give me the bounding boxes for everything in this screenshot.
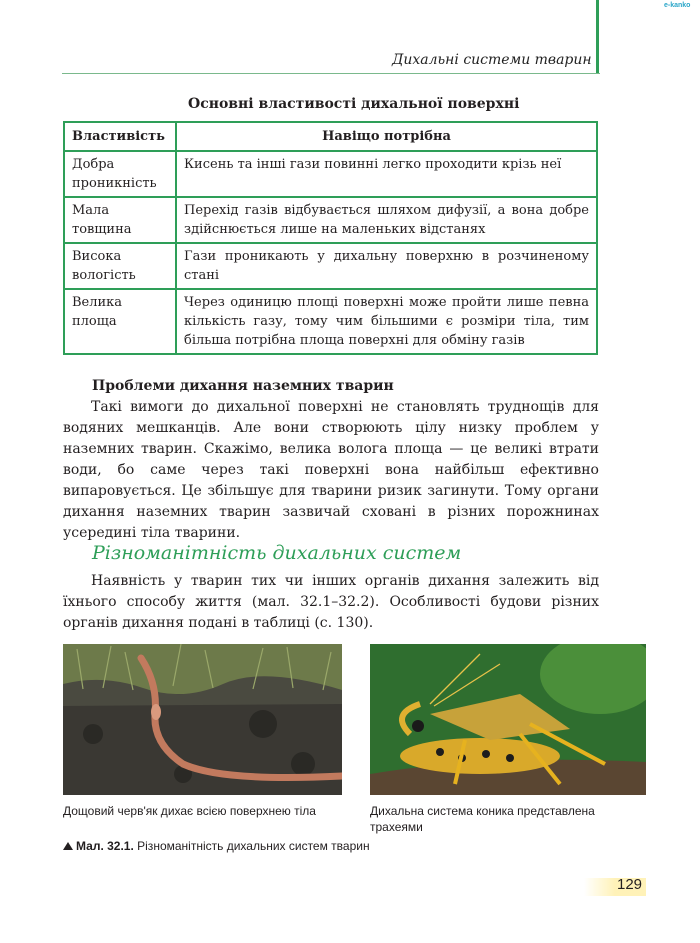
figure-label: Мал. 32.1. — [76, 839, 134, 853]
page-number: 129 — [617, 876, 643, 893]
figure-title: Різноманітність дихальних систем тварин — [137, 839, 370, 853]
grasshopper-illustration — [370, 644, 646, 795]
body-paragraph: Такі вимоги до дихальної поверхні не становлять труднощів для водяних мешканців. Але вони створюють цілу низку проблем у наземних тварин. Скажімо, велика волога площа — це великі втрати води, бо саме через такі поверхні вона найбільш ефективно випаровується. Це збільшує для тварини ризик загинути. Тому органи дихання наземних тварин зазвичай сховані в різних порожнинах усередині тіла тварини. — [63, 399, 599, 541]
table-cell-purpose: Через одиницю площі поверхні може пройти лише певна кількість газу, тому чим більшими є розміри тіла, тим більша потрібна площа поверхні для обміну газів — [176, 289, 597, 354]
publisher-logo: e-kanko — [664, 2, 691, 9]
table-row — [64, 197, 597, 243]
properties-table — [63, 121, 598, 355]
figure-caption — [63, 839, 370, 853]
subheading: Проблеми дихання наземних тварин — [92, 378, 394, 394]
table-cell-purpose: Кисень та інші гази повинні легко проходити крізь неї — [176, 151, 597, 197]
table-row — [64, 151, 597, 197]
table-cell-property: Велика площа — [64, 289, 176, 354]
table-cell-purpose: Гази проникають у дихальну поверхню в розчиненому стані — [176, 243, 597, 289]
photo-caption-earthworm: Дощовий черв'як дихає всією поверхнею тіла — [63, 804, 316, 818]
table-cell-property: Добра проникність — [64, 151, 176, 197]
table-title: Основні властивості дихальної поверхні — [188, 96, 520, 112]
body-paragraph: Наявність у тварин тих чи інших органів дихання залежить від їхнього способу життя (мал. 32.1–32.2). Особливості будови різних органів дихання подані в таблиці (с. 130). — [63, 573, 599, 631]
grasshopper-photo — [370, 644, 646, 795]
table-row — [64, 243, 597, 289]
column-header-property: Властивість — [64, 122, 176, 151]
triangle-marker-icon — [63, 842, 73, 850]
earthworm-photo — [63, 644, 342, 795]
header-rule — [62, 73, 600, 74]
table-row — [64, 289, 597, 354]
table-header-row — [64, 122, 597, 151]
column-header-purpose: Навіщо потрібна — [176, 122, 597, 151]
margin-accent-line — [596, 0, 599, 73]
table-cell-purpose: Перехід газів відбувається шляхом дифузії, а вона добре здійснюється лише на маленьких відстанях — [176, 197, 597, 243]
table-cell-property: Висока вологість — [64, 243, 176, 289]
photo-caption-grasshopper: Дихальна система коника представлена трахеями — [370, 804, 595, 834]
section-heading: Різноманітність дихальних систем — [92, 542, 462, 564]
table-cell-property: Мала товщина — [64, 197, 176, 243]
earthworm-illustration — [63, 644, 342, 795]
running-header: Дихальні системи тварин — [392, 52, 592, 68]
